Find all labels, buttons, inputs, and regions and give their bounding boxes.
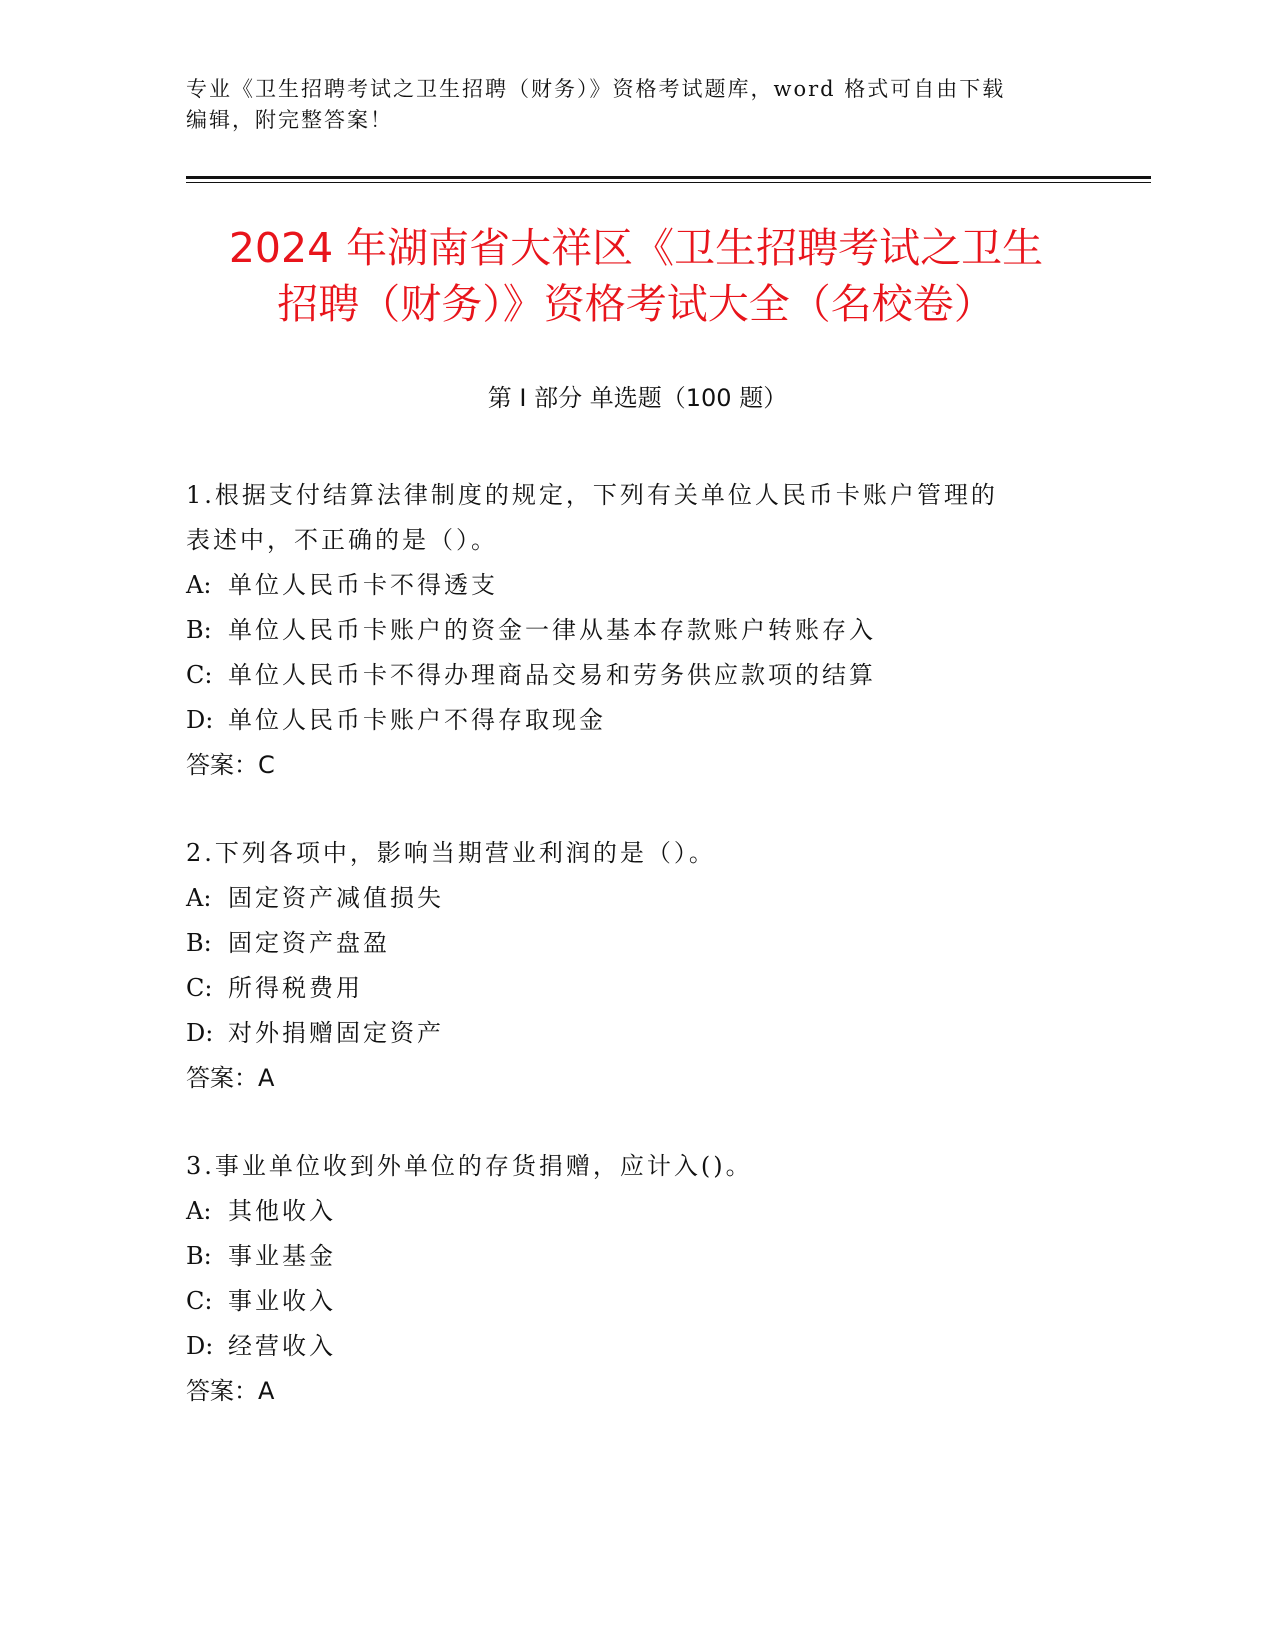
option-letter: C: xyxy=(186,974,213,1002)
question-stem: 2.下列各项中，影响当期营业利润的是（）。 xyxy=(186,839,716,867)
option-letter: B: xyxy=(186,616,212,644)
option-letter: B: xyxy=(186,929,212,957)
option-text: 单位人民币卡账户不得存取现金 xyxy=(228,706,606,734)
option-b xyxy=(186,921,1086,966)
question-1 xyxy=(186,473,1086,788)
option-text: 单位人民币卡不得透支 xyxy=(228,571,498,599)
option-text: 经营收入 xyxy=(228,1332,336,1360)
question-2 xyxy=(186,831,1086,1101)
option-d xyxy=(186,1011,1086,1056)
option-letter: B: xyxy=(186,1242,212,1270)
option-a xyxy=(186,876,1086,921)
option-b xyxy=(186,608,1086,653)
question-stem-continued: 表述中，不正确的是（）。 xyxy=(186,526,498,554)
option-c xyxy=(186,966,1086,1011)
option-text: 事业基金 xyxy=(228,1242,336,1270)
option-a xyxy=(186,563,1086,608)
option-letter: C: xyxy=(186,1287,213,1315)
section-title: 第 I 部分 单选题（100 题） xyxy=(487,384,788,412)
header-note-line2: 编辑，附完整答案！ xyxy=(186,108,393,132)
question-3 xyxy=(186,1144,1086,1414)
question-stem: 1.根据支付结算法律制度的规定，下列有关单位人民币卡账户管理的 xyxy=(186,481,998,509)
option-b xyxy=(186,1234,1086,1279)
header-note xyxy=(186,74,1066,136)
answer: 答案：A xyxy=(186,1064,275,1092)
option-letter: A: xyxy=(186,571,212,599)
option-text: 固定资产减值损失 xyxy=(228,884,444,912)
option-letter: D: xyxy=(186,1019,214,1047)
option-text: 事业收入 xyxy=(228,1287,336,1315)
option-c xyxy=(186,653,1086,698)
option-text: 固定资产盘盈 xyxy=(228,929,390,957)
answer: 答案：A xyxy=(186,1377,275,1405)
option-d xyxy=(186,698,1086,743)
option-d xyxy=(186,1324,1086,1369)
header-divider-thick xyxy=(186,176,1151,179)
question-stem: 3.事业单位收到外单位的存货捐赠，应计入()。 xyxy=(186,1152,753,1180)
option-letter: D: xyxy=(186,1332,214,1360)
option-text: 单位人民币卡不得办理商品交易和劳务供应款项的结算 xyxy=(228,661,876,689)
option-text: 所得税费用 xyxy=(228,974,363,1002)
option-letter: A: xyxy=(186,1197,212,1225)
option-letter: C: xyxy=(186,661,213,689)
option-a xyxy=(186,1189,1086,1234)
option-text: 其他收入 xyxy=(228,1197,336,1225)
question-list xyxy=(186,473,1086,1457)
option-text: 单位人民币卡账户的资金一律从基本存款账户转账存入 xyxy=(228,616,876,644)
option-letter: D: xyxy=(186,706,214,734)
option-text: 对外捐赠固定资产 xyxy=(228,1019,444,1047)
document-title-line2: 招聘（财务）》资格考试大全（名校卷） xyxy=(277,280,995,328)
option-c xyxy=(186,1279,1086,1324)
header-note-line1: 专业《卫生招聘考试之卫生招聘（财务）》资格考试题库，word 格式可自由下载 xyxy=(186,77,1006,101)
document-title xyxy=(186,220,1086,332)
option-letter: A: xyxy=(186,884,212,912)
answer: 答案：C xyxy=(186,751,275,779)
document-title-line1: 2024 年湖南省大祥区《卫生招聘考试之卫生 xyxy=(228,224,1044,272)
header-divider-thin xyxy=(186,182,1151,183)
